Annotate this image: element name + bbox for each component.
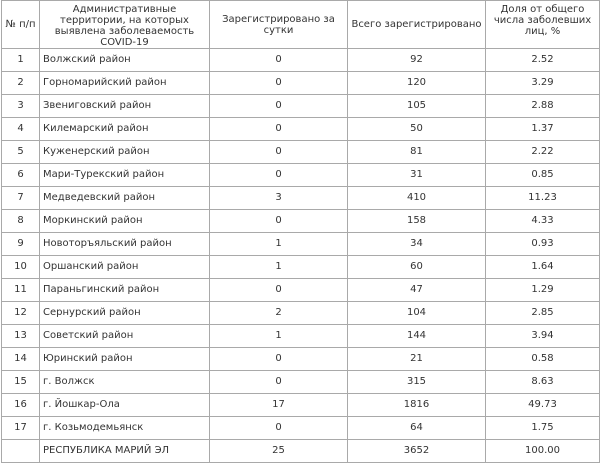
cell-territory: Медведевский район — [40, 187, 210, 210]
table-row — [2, 325, 600, 348]
cell-num: 13 — [2, 325, 40, 348]
table-row — [2, 394, 600, 417]
cell-num: 5 — [2, 141, 40, 164]
cell-territory: г. Волжск — [40, 371, 210, 394]
table-row — [2, 210, 600, 233]
cell-share: 2.85 — [486, 302, 600, 325]
cell-territory: Волжский район — [40, 49, 210, 72]
cell-daily: 1 — [210, 233, 348, 256]
cell-num: 15 — [2, 371, 40, 394]
cell-num: 17 — [2, 417, 40, 440]
table-row — [2, 348, 600, 371]
cell-daily: 3 — [210, 187, 348, 210]
cell-total: 50 — [348, 118, 486, 141]
cell-daily: 0 — [210, 279, 348, 302]
cell-num: 6 — [2, 164, 40, 187]
cell-share: 1.29 — [486, 279, 600, 302]
cell-territory: Звениговский район — [40, 95, 210, 118]
header-total: Всего зарегистрировано — [348, 1, 486, 49]
cell-total: 158 — [348, 210, 486, 233]
cell-territory: Куженерский район — [40, 141, 210, 164]
table-row — [2, 72, 600, 95]
cell-daily: 0 — [210, 371, 348, 394]
cell-num: 16 — [2, 394, 40, 417]
cell-num: 4 — [2, 118, 40, 141]
cell-territory: г. Йошкар-Ола — [40, 394, 210, 417]
cell-total: 81 — [348, 141, 486, 164]
cell-total: 21 — [348, 348, 486, 371]
cell-territory: Параньгинский район — [40, 279, 210, 302]
cell-daily: 0 — [210, 141, 348, 164]
cell-share: 1.37 — [486, 118, 600, 141]
cell-daily: 0 — [210, 95, 348, 118]
cell-total: 92 — [348, 49, 486, 72]
cell-num: 12 — [2, 302, 40, 325]
table-row — [2, 279, 600, 302]
cell-daily: 0 — [210, 118, 348, 141]
cell-share: 2.88 — [486, 95, 600, 118]
cell-daily: 0 — [210, 348, 348, 371]
cell-territory: Новоторъяльский район — [40, 233, 210, 256]
cell-share: 100.00 — [486, 440, 600, 463]
table-header-row — [2, 1, 600, 49]
table-row — [2, 302, 600, 325]
header-territory: Административные территории, на которых выявлена заболеваемость COVID-19 — [40, 1, 210, 49]
cell-daily: 1 — [210, 256, 348, 279]
cell-num: 11 — [2, 279, 40, 302]
cell-territory: Советский район — [40, 325, 210, 348]
table-row — [2, 417, 600, 440]
cell-num: 1 — [2, 49, 40, 72]
cell-total: 105 — [348, 95, 486, 118]
cell-share: 1.64 — [486, 256, 600, 279]
table-row — [2, 118, 600, 141]
cell-num: 8 — [2, 210, 40, 233]
cell-total: 60 — [348, 256, 486, 279]
cell-total: 1816 — [348, 394, 486, 417]
cell-share: 3.94 — [486, 325, 600, 348]
cell-num: 7 — [2, 187, 40, 210]
cell-total: 104 — [348, 302, 486, 325]
cell-daily: 0 — [210, 210, 348, 233]
cell-total: 120 — [348, 72, 486, 95]
cell-total: 410 — [348, 187, 486, 210]
cell-daily: 25 — [210, 440, 348, 463]
cell-share: 0.85 — [486, 164, 600, 187]
cell-share: 0.93 — [486, 233, 600, 256]
table-row — [2, 233, 600, 256]
cell-territory: Горномарийский район — [40, 72, 210, 95]
header-num: № п/п — [2, 1, 40, 49]
cell-territory: Оршанский район — [40, 256, 210, 279]
table-row — [2, 49, 600, 72]
cell-daily: 17 — [210, 394, 348, 417]
table-total-row — [2, 440, 600, 463]
cell-territory: Мари-Турекский район — [40, 164, 210, 187]
cell-share: 8.63 — [486, 371, 600, 394]
cell-share: 2.22 — [486, 141, 600, 164]
cell-num: 2 — [2, 72, 40, 95]
cell-share: 11.23 — [486, 187, 600, 210]
cell-num: 3 — [2, 95, 40, 118]
cell-daily: 1 — [210, 325, 348, 348]
cell-daily: 0 — [210, 164, 348, 187]
table-row — [2, 141, 600, 164]
cell-territory: Сернурский район — [40, 302, 210, 325]
cell-total: 31 — [348, 164, 486, 187]
cell-territory: Килемарский район — [40, 118, 210, 141]
header-daily: Зарегистрировано за сутки — [210, 1, 348, 49]
covid-statistics-table — [1, 0, 600, 463]
cell-share: 3.29 — [486, 72, 600, 95]
table-row — [2, 164, 600, 187]
cell-total: 3652 — [348, 440, 486, 463]
cell-territory: г. Козьмодемьянск — [40, 417, 210, 440]
cell-total: 64 — [348, 417, 486, 440]
cell-total: 144 — [348, 325, 486, 348]
cell-share: 0.58 — [486, 348, 600, 371]
header-share: Доля от общего числа заболевших лиц, % — [486, 1, 600, 49]
table-row — [2, 187, 600, 210]
cell-share: 1.75 — [486, 417, 600, 440]
cell-share: 49.73 — [486, 394, 600, 417]
cell-num: 9 — [2, 233, 40, 256]
cell-daily: 0 — [210, 417, 348, 440]
cell-total: 315 — [348, 371, 486, 394]
cell-daily: 0 — [210, 49, 348, 72]
cell-total: 34 — [348, 233, 486, 256]
table-body — [2, 49, 600, 463]
cell-territory: Моркинский район — [40, 210, 210, 233]
cell-share: 4.33 — [486, 210, 600, 233]
table-row — [2, 371, 600, 394]
cell-num: 14 — [2, 348, 40, 371]
cell-total: 47 — [348, 279, 486, 302]
cell-daily: 0 — [210, 72, 348, 95]
table-row — [2, 95, 600, 118]
cell-territory: Юринский район — [40, 348, 210, 371]
cell-num — [2, 440, 40, 463]
cell-daily: 2 — [210, 302, 348, 325]
table-row — [2, 256, 600, 279]
cell-num: 10 — [2, 256, 40, 279]
cell-share: 2.52 — [486, 49, 600, 72]
cell-territory: РЕСПУБЛИКА МАРИЙ ЭЛ — [40, 440, 210, 463]
